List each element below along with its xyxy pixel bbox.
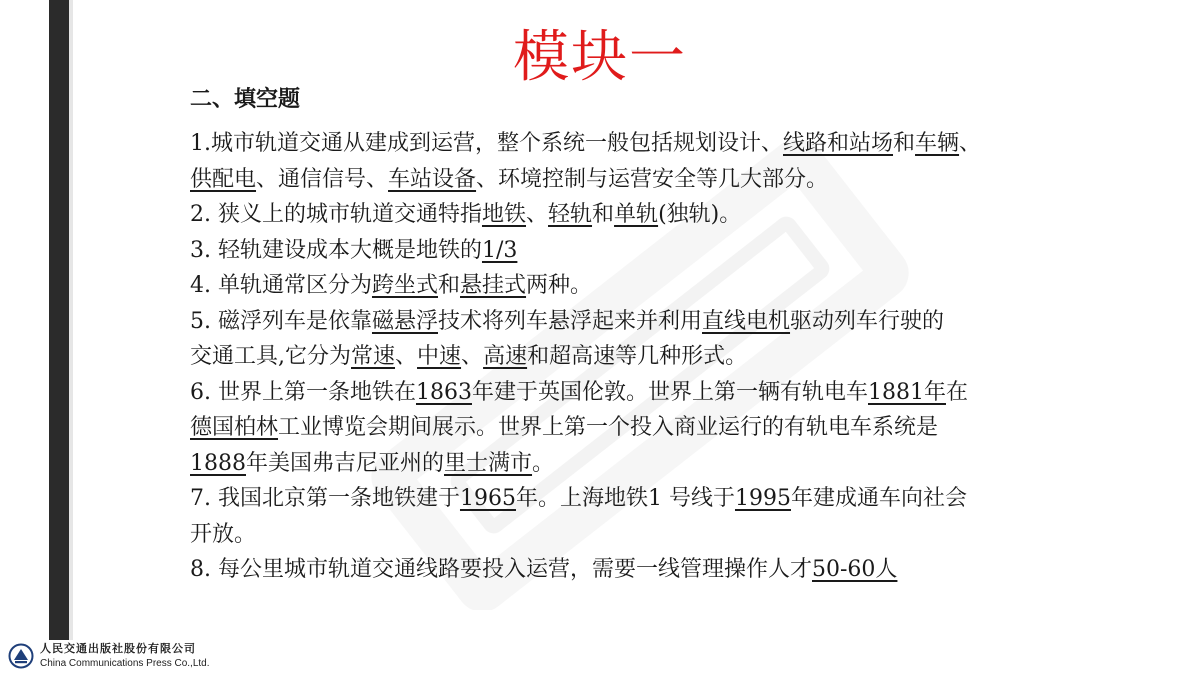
question-text: 5. 磁浮列车是依靠 bbox=[190, 308, 372, 334]
question-text: 、 bbox=[395, 344, 418, 369]
question-text: 工业博览会期间展示。世界上第一个投入商业运行的有轨电车系统是 bbox=[278, 415, 939, 440]
question-text: 和 bbox=[893, 131, 916, 156]
answer-blank: 里士满市 bbox=[444, 450, 533, 476]
question-text: 、 bbox=[461, 344, 484, 369]
answer-blank: 50-60人 bbox=[812, 557, 898, 582]
question-text: 交通工具,它分为 bbox=[190, 344, 351, 369]
question-text: 开放。 bbox=[190, 521, 257, 547]
question-item bbox=[190, 233, 1090, 269]
question-text: 驱动列车行驶的 bbox=[790, 308, 945, 334]
answer-blank: 地铁 bbox=[481, 202, 526, 227]
answer-blank: 1863 bbox=[415, 379, 472, 405]
question-text: 、 bbox=[959, 131, 982, 156]
question-text: 两种。 bbox=[526, 273, 593, 298]
answer-blank: 常速 bbox=[351, 344, 396, 369]
question-text: 3. 轻轨建设成本大概是地铁的 bbox=[190, 237, 482, 263]
question-text: 2. 狭义上的城市轨道交通特指 bbox=[190, 202, 482, 227]
answer-blank: 中速 bbox=[417, 344, 462, 369]
side-accent-bar-light bbox=[69, 0, 73, 640]
answer-blank: 高速 bbox=[483, 344, 528, 369]
question-text: 6. 世界上第一条地铁在 bbox=[190, 379, 416, 405]
answer-blank: 1965 bbox=[459, 486, 516, 511]
answer-blank: 1/3 bbox=[481, 237, 518, 263]
answer-blank: 单轨 bbox=[614, 202, 659, 227]
question-text: 、 bbox=[526, 202, 549, 227]
question-text: 年美国弗吉尼亚州的 bbox=[246, 450, 445, 476]
question-text: 。 bbox=[532, 450, 555, 476]
question-text: 、通信信号、 bbox=[256, 166, 389, 192]
side-accent-bar bbox=[49, 0, 69, 640]
question-item bbox=[190, 304, 1090, 375]
answer-blank: 直线电机 bbox=[702, 308, 791, 334]
question-text: 和超高速等几种形式。 bbox=[527, 344, 748, 369]
publisher-footer bbox=[8, 642, 238, 672]
question-text: 1.城市轨道交通从建成到运营，整个系统一般包括规划设计、 bbox=[190, 131, 783, 156]
question-text: 7. 我国北京第一条地铁建于 bbox=[190, 486, 460, 511]
question-text: 年。上海地铁1 号线于 bbox=[515, 486, 735, 511]
question-text: 8. 每公里城市轨道交通线路要投入运营，需要一线管理操作人才 bbox=[190, 557, 812, 582]
question-item bbox=[190, 375, 1090, 482]
answer-blank: 悬挂式 bbox=[460, 273, 527, 298]
question-text: 年建于英国伦敦。世界上第一辆有轨电车 bbox=[471, 379, 868, 405]
answer-blank: 跨坐式 bbox=[371, 273, 438, 298]
publisher-name-cn: 人民交通出版社股份有限公司 bbox=[40, 642, 196, 655]
answer-blank: 车辆 bbox=[915, 131, 960, 156]
answer-blank: 车站设备 bbox=[388, 166, 477, 192]
question-list bbox=[190, 126, 1090, 588]
slide-title: 模块一 bbox=[513, 25, 687, 90]
question-text: 4. 单轨通常区分为 bbox=[190, 273, 372, 298]
answer-blank: 轻轨 bbox=[548, 202, 593, 227]
answer-blank: 1888 bbox=[190, 450, 246, 476]
answer-blank: 1995 bbox=[734, 486, 791, 511]
publisher-logo-icon bbox=[8, 643, 34, 669]
question-text: 在 bbox=[946, 379, 969, 405]
publisher-name-en: China Communications Press Co.,Ltd. bbox=[40, 658, 210, 669]
question-text: 和 bbox=[592, 202, 615, 227]
question-item bbox=[190, 552, 1090, 588]
question-text: (独轨)。 bbox=[658, 202, 742, 227]
section-heading: 二、填空题 bbox=[190, 87, 301, 112]
question-item bbox=[190, 268, 1090, 304]
answer-blank: 磁悬浮 bbox=[371, 308, 438, 334]
question-item bbox=[190, 481, 1090, 552]
answer-blank: 德国柏林 bbox=[190, 415, 279, 440]
answer-blank: 线路和站场 bbox=[783, 131, 894, 156]
question-text: 、环境控制与运营安全等几大部分。 bbox=[476, 166, 829, 192]
answer-blank: 1881年 bbox=[868, 379, 946, 405]
question-text: 技术将列车悬浮起来并利用 bbox=[438, 308, 703, 334]
question-text: 年建成通车向社会 bbox=[790, 486, 967, 511]
question-item bbox=[190, 126, 1090, 197]
question-text: 和 bbox=[438, 273, 461, 298]
answer-blank: 供配电 bbox=[190, 166, 257, 192]
question-item bbox=[190, 197, 1090, 233]
